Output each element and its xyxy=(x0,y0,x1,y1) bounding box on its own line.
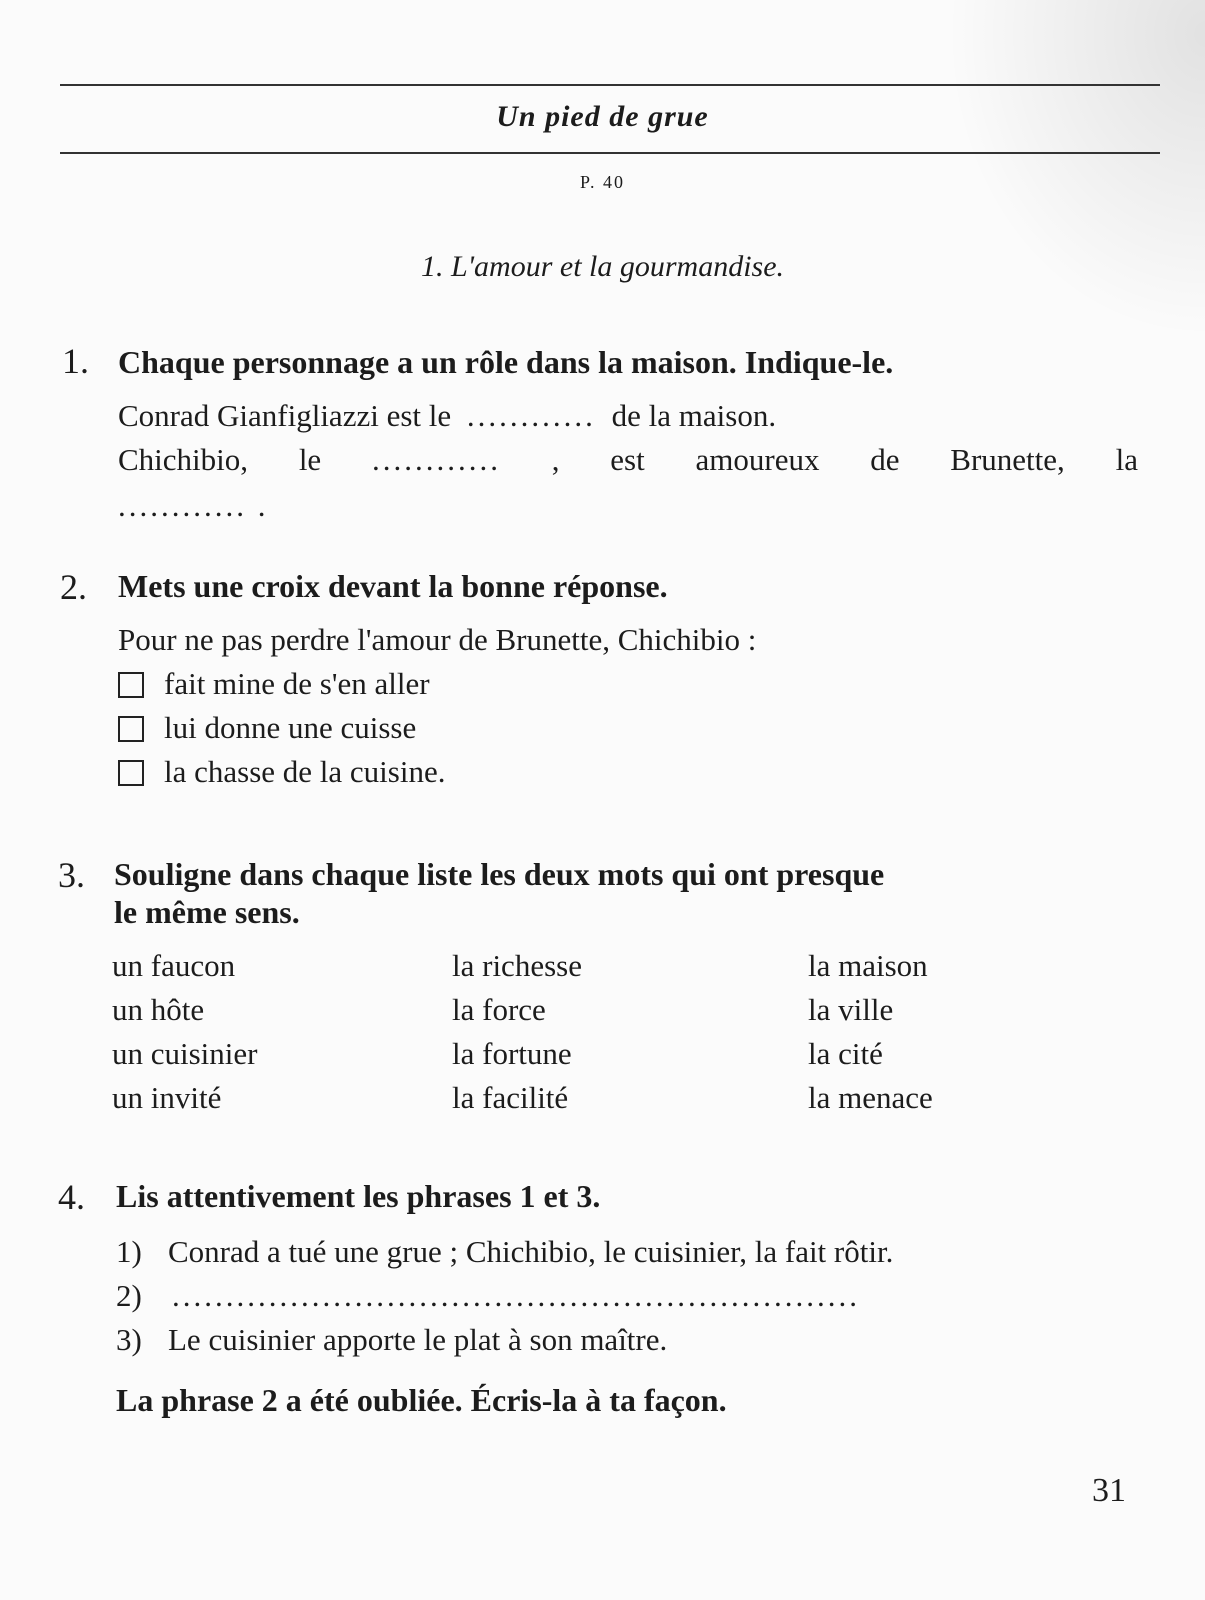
checkbox[interactable] xyxy=(118,716,144,742)
q3-word[interactable]: la maison xyxy=(808,948,928,983)
page-reference: P. 40 xyxy=(579,172,625,192)
checkbox[interactable] xyxy=(118,760,144,786)
q1-line1-start: Conrad Gianfigliazzi est le xyxy=(118,398,452,433)
q1-word: , xyxy=(551,442,560,477)
checkbox[interactable] xyxy=(118,672,144,698)
q3-word[interactable]: la menace xyxy=(808,1080,933,1115)
q1-line1-end: de la maison. xyxy=(611,398,777,433)
q1-blank-2[interactable]: ............ xyxy=(371,442,501,477)
header-title: Un pied de grue xyxy=(496,100,709,133)
q1-blank-1[interactable]: ............ xyxy=(466,398,596,433)
q3-number: 3. xyxy=(58,855,85,895)
q1-word: est xyxy=(610,442,645,477)
q1-word: Chichibio, xyxy=(118,442,249,477)
q1-word: le xyxy=(298,442,322,477)
header-bottom-rule xyxy=(60,152,1160,154)
paper-shadow xyxy=(945,0,1205,340)
q4-number: 4. xyxy=(58,1177,85,1217)
q3-prompt-line1: Souligne dans chaque liste les deux mots qui ont presque xyxy=(114,856,885,892)
q2-number: 2. xyxy=(60,567,87,607)
q1-word: de xyxy=(870,442,900,477)
q4-answer-blank[interactable]: ................................................................ xyxy=(172,1278,860,1313)
q4-sentence-label: 3) xyxy=(116,1322,142,1357)
q4-sentence-text: Le cuisinier apporte le plat à son maître. xyxy=(168,1322,668,1357)
q3-word[interactable]: un hôte xyxy=(112,992,205,1027)
header-top-rule xyxy=(60,84,1160,86)
q2-option[interactable] xyxy=(118,710,416,746)
page-number: 31 xyxy=(1092,1472,1126,1509)
q3-word[interactable]: la fortune xyxy=(452,1036,572,1071)
q4-sentence-label: 1) xyxy=(116,1234,142,1269)
option-label: la chasse de la cuisine. xyxy=(164,754,446,789)
q3-word[interactable]: la force xyxy=(452,992,546,1027)
q3-word[interactable]: un invité xyxy=(112,1080,222,1115)
q1-word: amoureux xyxy=(695,442,820,477)
q3-prompt-line2: le même sens. xyxy=(114,894,300,930)
chapter-title: 1. L'amour et la gourmandise. xyxy=(420,250,785,283)
option-label: fait mine de s'en aller xyxy=(164,666,430,701)
q1-prompt: Chaque personnage a un rôle dans la maison. Indique-le. xyxy=(118,344,894,380)
option-label: lui donne une cuisse xyxy=(164,710,417,745)
q1-word: la xyxy=(1115,442,1138,477)
q2-option[interactable] xyxy=(118,754,445,790)
q3-word[interactable]: la richesse xyxy=(452,948,582,983)
q1-word: Brunette, xyxy=(950,442,1065,477)
q1-blank-3[interactable]: ............ . xyxy=(118,488,269,523)
q4-instruction: La phrase 2 a été oubliée. Écris-la à ta façon. xyxy=(116,1382,727,1418)
q1-line1 xyxy=(118,398,776,434)
q3-word[interactable]: un cuisinier xyxy=(112,1036,258,1071)
q4-sentence-label: 2) xyxy=(116,1278,142,1313)
q2-option[interactable] xyxy=(118,666,430,702)
q1-line2 xyxy=(118,442,1138,478)
q3-word[interactable]: la ville xyxy=(808,992,894,1027)
q2-intro: Pour ne pas perdre l'amour de Brunette, Chichibio : xyxy=(118,622,757,657)
q3-word[interactable]: la facilité xyxy=(452,1080,569,1115)
q2-prompt: Mets une croix devant la bonne réponse. xyxy=(118,568,668,604)
q3-word[interactable]: un faucon xyxy=(112,948,236,983)
q4-prompt: Lis attentivement les phrases 1 et 3. xyxy=(116,1178,601,1214)
q4-sentence-text: Conrad a tué une grue ; Chichibio, le cuisinier, la fait rôtir. xyxy=(168,1234,894,1269)
q1-number: 1. xyxy=(62,341,89,381)
q3-word[interactable]: la cité xyxy=(808,1036,883,1071)
